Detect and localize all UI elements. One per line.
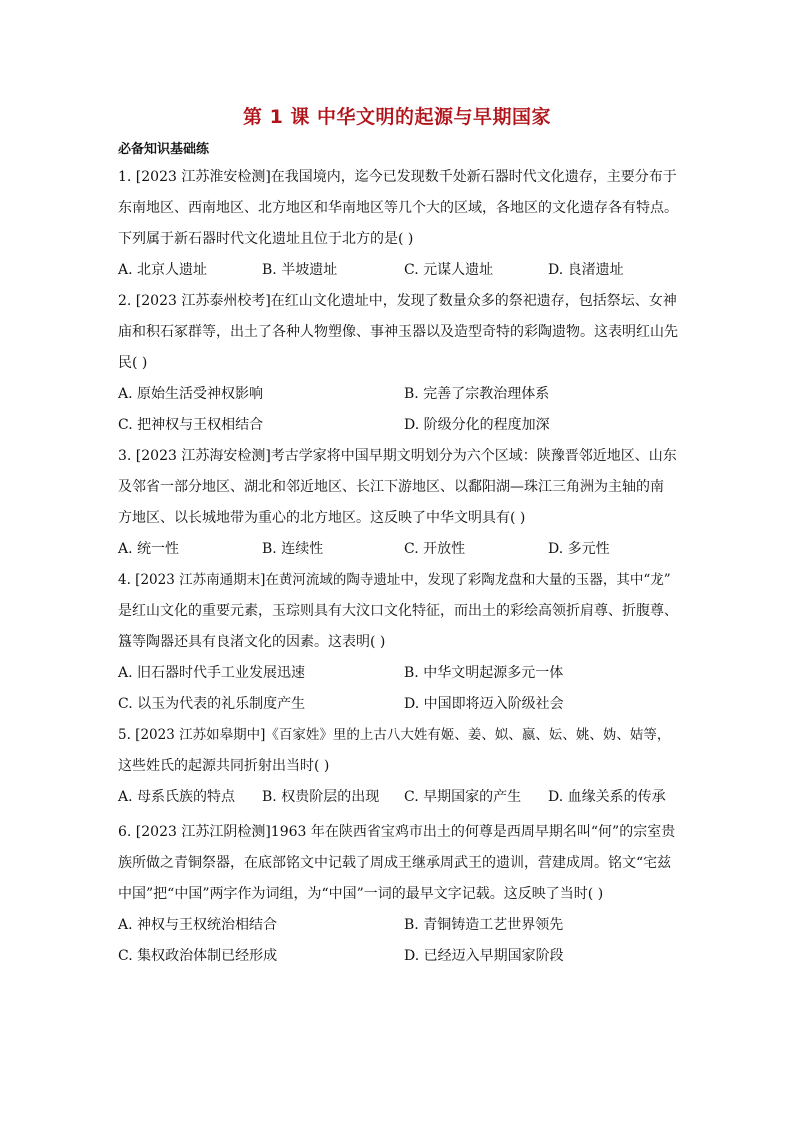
question-3-line-3: 方地区、以长城地带为重心的北方地区。这反映了中华文明具有( ) <box>118 510 526 526</box>
lesson-title: 第 1 课 中华文明的起源与早期国家 <box>242 106 552 128</box>
question-2-option-a: A. 原始生活受神权影响 <box>118 386 264 402</box>
question-3-option-a: A. 统一性 <box>118 541 180 557</box>
question-2-line-3: 民( ) <box>118 355 148 371</box>
question-5-option-b: B. 权贵阶层的出现 <box>262 789 380 805</box>
question-1-option-b: B. 半坡遗址 <box>262 262 338 278</box>
question-6-line-3: 中国”把“中国”两字作为词组，为“中国”一词的最早文字记载。这反映了当时( ) <box>118 886 604 902</box>
question-6-option-d: D. 已经迈入早期国家阶段 <box>404 948 564 964</box>
question-2-option-c: C. 把神权与王权相结合 <box>118 417 264 433</box>
question-4-option-b: B. 中华文明起源多元一体 <box>404 665 564 681</box>
question-2-option-d: D. 阶级分化的程度加深 <box>404 417 550 433</box>
section-label: 必备知识基础练 <box>118 142 210 157</box>
question-1-line-2: 东南地区、西南地区、北方地区和华南地区等几个大的区域，各地区的文化遗存各有特点。 <box>118 200 678 216</box>
question-4-line-2: 是红山文化的重要元素，玉琮则具有大汶口文化特征，而出土的彩绘高领折肩尊、折腹尊、 <box>118 603 678 619</box>
question-5-option-a: A. 母系氏族的特点 <box>118 789 236 805</box>
question-3-line-1: 3. [2023 江苏海安检测]考古学家将中国早期文明划分为六个区域：陕豫晋邻近地区、山东 <box>118 448 677 464</box>
question-1-line-3: 下列属于新石器时代文化遗址且位于北方的是( ) <box>118 231 414 247</box>
question-5-line-2: 这些姓氏的起源共同折射出当时( ) <box>118 758 330 774</box>
question-1-line-1: 1. [2023 江苏淮安检测]在我国境内，迄今已发现数千处新石器时代文化遗存，主要分布于 <box>118 169 677 185</box>
question-6-line-2: 族所做之青铜祭器，在底部铭文中记载了周成王继承周武王的遗训，营建成周。铭文“宅兹 <box>118 855 672 871</box>
question-6-option-c: C. 集权政治体制已经形成 <box>118 948 278 964</box>
question-3-option-c: C. 开放性 <box>404 541 466 557</box>
question-6-line-1: 6. [2023 江苏江阴检测]1963 年在陕西省宝鸡市出土的何尊是西周早期名叫“何”的宗室贵 <box>118 824 676 840</box>
question-6-option-a: A. 神权与王权统治相结合 <box>118 917 278 933</box>
question-2-option-b: B. 完善了宗教治理体系 <box>404 386 550 402</box>
question-4-line-3: 簋等陶器还具有良渚文化的因素。这表明( ) <box>118 634 386 650</box>
question-3-option-d: D. 多元性 <box>548 541 610 557</box>
question-1-option-c: C. 元谋人遗址 <box>404 262 494 278</box>
question-2-line-2: 庙和积石冢群等，出土了各种人物塑像、事神玉器以及造型奇特的彩陶遗物。这表明红山先 <box>118 324 678 340</box>
question-4-option-d: D. 中国即将迈入阶级社会 <box>404 696 564 712</box>
question-4-option-c: C. 以玉为代表的礼乐制度产生 <box>118 696 306 712</box>
question-5-line-1: 5. [2023 江苏如皋期中]《百家姓》里的上古八大姓有姬、姜、姒、嬴、妘、姚、妫、姞等， <box>118 727 671 743</box>
question-1-option-a: A. 北京人遗址 <box>118 262 208 278</box>
question-4-option-a: A. 旧石器时代手工业发展迅速 <box>118 665 306 681</box>
question-3-option-b: B. 连续性 <box>262 541 324 557</box>
question-2-line-1: 2. [2023 江苏泰州校考]在红山文化遗址中，发现了数量众多的祭祀遗存，包括祭坛、女神 <box>118 293 677 309</box>
question-5-option-d: D. 血缘关系的传承 <box>548 789 666 805</box>
question-5-option-c: C. 早期国家的产生 <box>404 789 522 805</box>
question-4-line-1: 4. [2023 江苏南通期末]在黄河流域的陶寺遗址中，发现了彩陶龙盘和大量的玉器，其中“龙” <box>118 572 671 588</box>
question-1-option-d: D. 良渚遗址 <box>548 262 624 278</box>
question-3-line-2: 及邻省一部分地区、湖北和邻近地区、长江下游地区、以鄱阳湖—珠江三角洲为主轴的南 <box>118 479 664 495</box>
question-6-option-b: B. 青铜铸造工艺世界领先 <box>404 917 564 933</box>
